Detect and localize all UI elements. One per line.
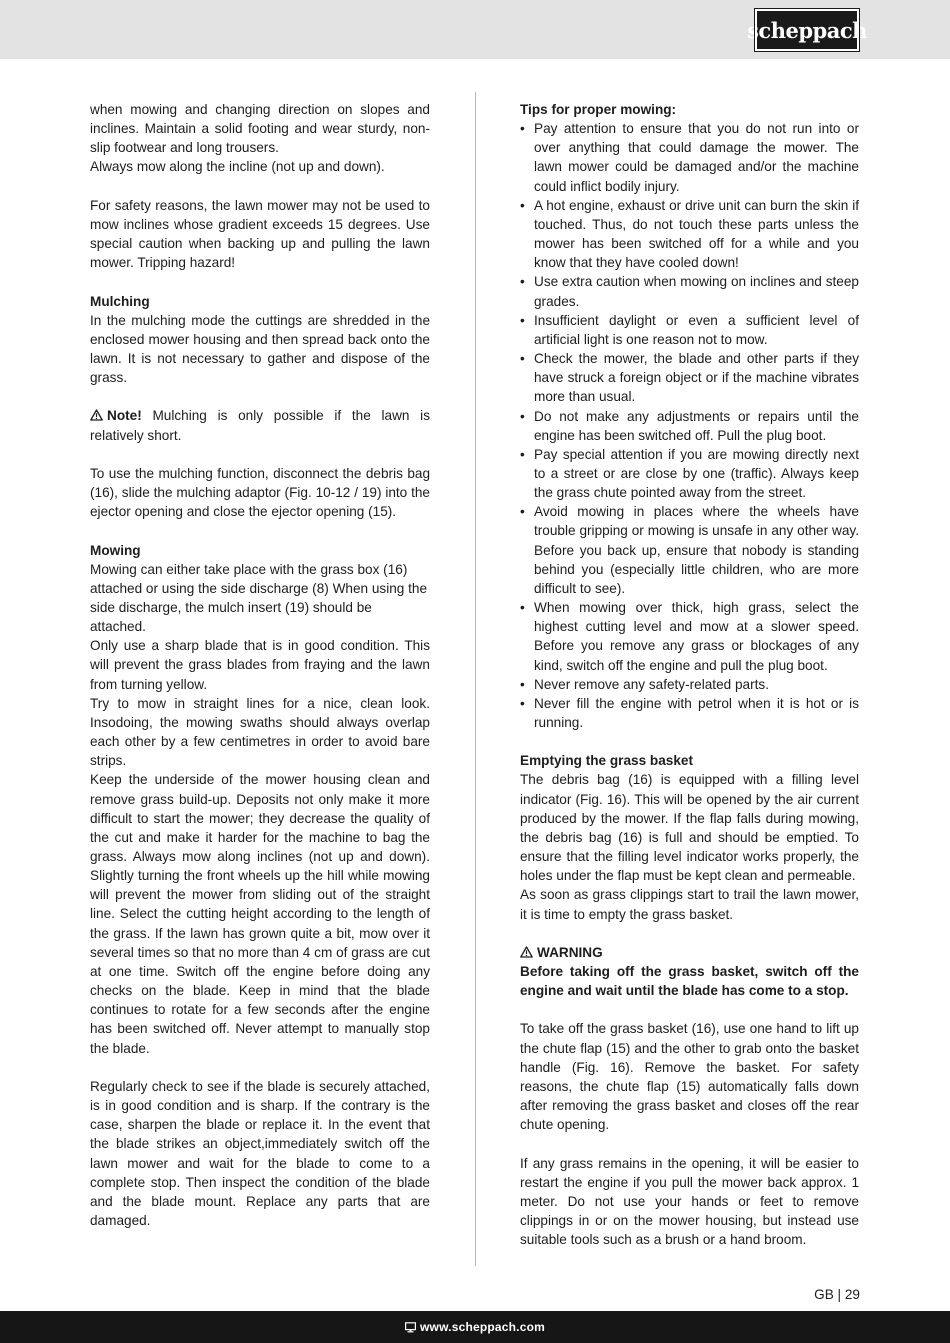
list-item: • Avoid mowing in places where the wheels have trouble gripping or mowing is unsafe in any other way. Before you back up, ensure that nobody is standing behind you (especially little children, who are more difficult to see). (520, 504, 859, 596)
warning-text: Before taking off the grass basket, switch off the engine and wait until the blade has come to a stop. (520, 964, 859, 999)
bullet-icon: • (520, 312, 525, 328)
note-text: Mulching is only possible if the lawn is relatively short. (90, 408, 430, 443)
bullet-icon: • (520, 600, 525, 616)
paragraph: Keep the underside of the mower housing clean and remove grass build-up. Deposits not only make it more difficult to start the mower; they decrease the quality of the cut and make it harder for the machine to bag the grass. Always mow along inclines (not up and down). Slightly turning the front wheels up the hill while mowing will prevent the mower from sliding out of the straight line. Select the cutting height according to the length of the grass. If the lawn has grown quite a bit, mow over it several times so that no more than 4 cm of grass are cut at one time. Switch off the engine before doing any checks on the blade. Keep in mind that the blade continues to rotate for a few seconds after the engine has been switched off. Never attempt to manually stop the blade. (90, 772, 430, 1056)
bullet-icon: • (520, 408, 525, 424)
mulching-heading: Mulching (90, 293, 150, 309)
scheppach-logo[interactable] (747, 9, 867, 51)
paragraph: For safety reasons, the lawn mower may not be used to mow inclines whose gradient exceeds 15 degrees. Use special caution when backing up and pulling the lawn mower. Tripping hazard! (90, 197, 430, 271)
bullet-icon: • (520, 121, 525, 137)
warning-heading (520, 943, 859, 962)
warning-label: WARNING (537, 944, 603, 960)
bullet-icon: • (520, 446, 525, 462)
paragraph: Mowing can either take place with the grass box (16) attached or using the side discharge (8) When using the side discharge, the mulch insert (19) should be attached. (90, 561, 428, 635)
list-item: • A hot engine, exhaust or drive unit can burn the skin if touched. Thus, do not touch these parts unless the mower has been switched off for a while and you know that they have cooled down! (520, 197, 859, 271)
paragraph: Regularly check to see if the blade is securely attached, is in good condition and is sharp. If the contrary is the case, sharpen the blade or replace it. In the event that the blade strikes an object,immediately switch off the lawn mower and wait for the blade to come to a complete stop. Then inspect the condition of the blade and the blade mount. Replace any parts that are damaged. (90, 1078, 430, 1228)
website-link[interactable]: www.scheppach.com (420, 1320, 545, 1334)
bullet-icon: • (520, 351, 525, 367)
paragraph: Try to mow in straight lines for a nice, clean look. Insodoing, the mowing swaths should always overlap each other by a few centimetres in order to avoid bare strips. (90, 695, 430, 769)
monitor-icon (405, 1322, 416, 1333)
mowing-heading: Mowing (90, 542, 141, 558)
paragraph: when mowing and changing direction on slopes and inclines. Maintain a solid footing and wear sturdy, non-slip footwear and long trousers. (90, 102, 430, 156)
paragraph: Only use a sharp blade that is in good condition. This will prevent the grass blades from fraying and the lawn from turning yellow. (90, 638, 430, 692)
paragraph: The debris bag (16) is equipped with a filling level indicator (Fig. 16). This will be opened by the air current produced by the mower. If the flap falls during mowing, the debris bag (16) is full and should be emptied. To ensure that the filling level indicator works properly, the holes under the flap must be kept clean and permeable. (520, 772, 859, 884)
list-item: • Pay attention to ensure that you do not run into or over anything that could damage the mower. The lawn mower could be damaged and/or the machine could inflict bodily injury. (520, 121, 859, 194)
tips-heading: Tips for proper mowing: (520, 102, 677, 117)
list-item: • Never remove any safety-related parts. (520, 675, 859, 694)
paragraph: To take off the grass basket (16), use one hand to lift up the chute flap (15) and the other to grab onto the basket handle (Fig. 16). Remove the basket. For safety reasons, the chute flap (15) automatically falls down after removing the grass basket and closes off the rear chute opening. (520, 1021, 859, 1133)
list-item: • Check the mower, the blade and other parts if they have struck a foreign object or if the machine vibrates more than usual. (520, 351, 859, 405)
bullet-icon: • (520, 676, 525, 692)
warning-triangle-icon (90, 409, 103, 421)
bullet-icon: • (520, 274, 525, 290)
paragraph: To use the mulching function, disconnect the debris bag (16), slide the mulching adaptor (Fig. 10-12 / 19) into the ejector opening and close the ejector opening (15). (90, 465, 430, 520)
page-number: GB | 29 (814, 1287, 860, 1302)
right-column (520, 100, 859, 1249)
logo-text: scheppach (747, 17, 867, 43)
warning-triangle-icon (520, 946, 533, 958)
list-item: • Never fill the engine with petrol when it is hot or is running. (520, 695, 859, 730)
paragraph: Always mow along the incline (not up and down). (90, 159, 385, 175)
paragraph: If any grass remains in the opening, it will be easier to restart the engine if you pull the mower back approx. 1 meter. Do not use your hands or feet to remove clippings in or on the mower housing, but instead use suitable tools such as a brush or a hand broom. (520, 1155, 859, 1248)
footer-bar (0, 1311, 950, 1343)
note-paragraph (90, 406, 430, 444)
list-item: • Use extra caution when mowing on inclines and steep grades. (520, 274, 859, 309)
bullet-icon: • (520, 695, 525, 711)
list-item: • Pay special attention if you are mowing directly next to a street or are close by one (traffic). Always keep the grass chute pointed away from the street. (520, 446, 859, 501)
list-item: • Do not make any adjustments or repairs until the engine has been switched off. Pull the plug boot. (520, 408, 859, 443)
list-item: • When mowing over thick, high grass, select the highest cutting level and mow at a slower speed. Before you remove any grass or blockages of any kind, switch off the engine and pull the plug boot. (520, 600, 859, 673)
column-divider (475, 92, 476, 1266)
paragraph: In the mulching mode the cuttings are shredded in the enclosed mower housing and then spread back onto the lawn. It is not necessary to gather and dispose of the grass. (90, 312, 430, 386)
tips-list (520, 119, 859, 732)
paragraph: As soon as grass clippings start to trail the lawn mower, it is time to empty the grass basket. (520, 887, 859, 922)
bullet-icon: • (520, 197, 525, 213)
left-column (90, 100, 430, 1230)
bullet-icon: • (520, 504, 525, 520)
list-item: • Insufficient daylight or even a sufficient level of artificial light is one reason not to mow. (520, 312, 859, 347)
emptying-heading: Emptying the grass basket (520, 753, 693, 769)
header-band (0, 0, 950, 59)
note-label: Note! (107, 408, 142, 424)
